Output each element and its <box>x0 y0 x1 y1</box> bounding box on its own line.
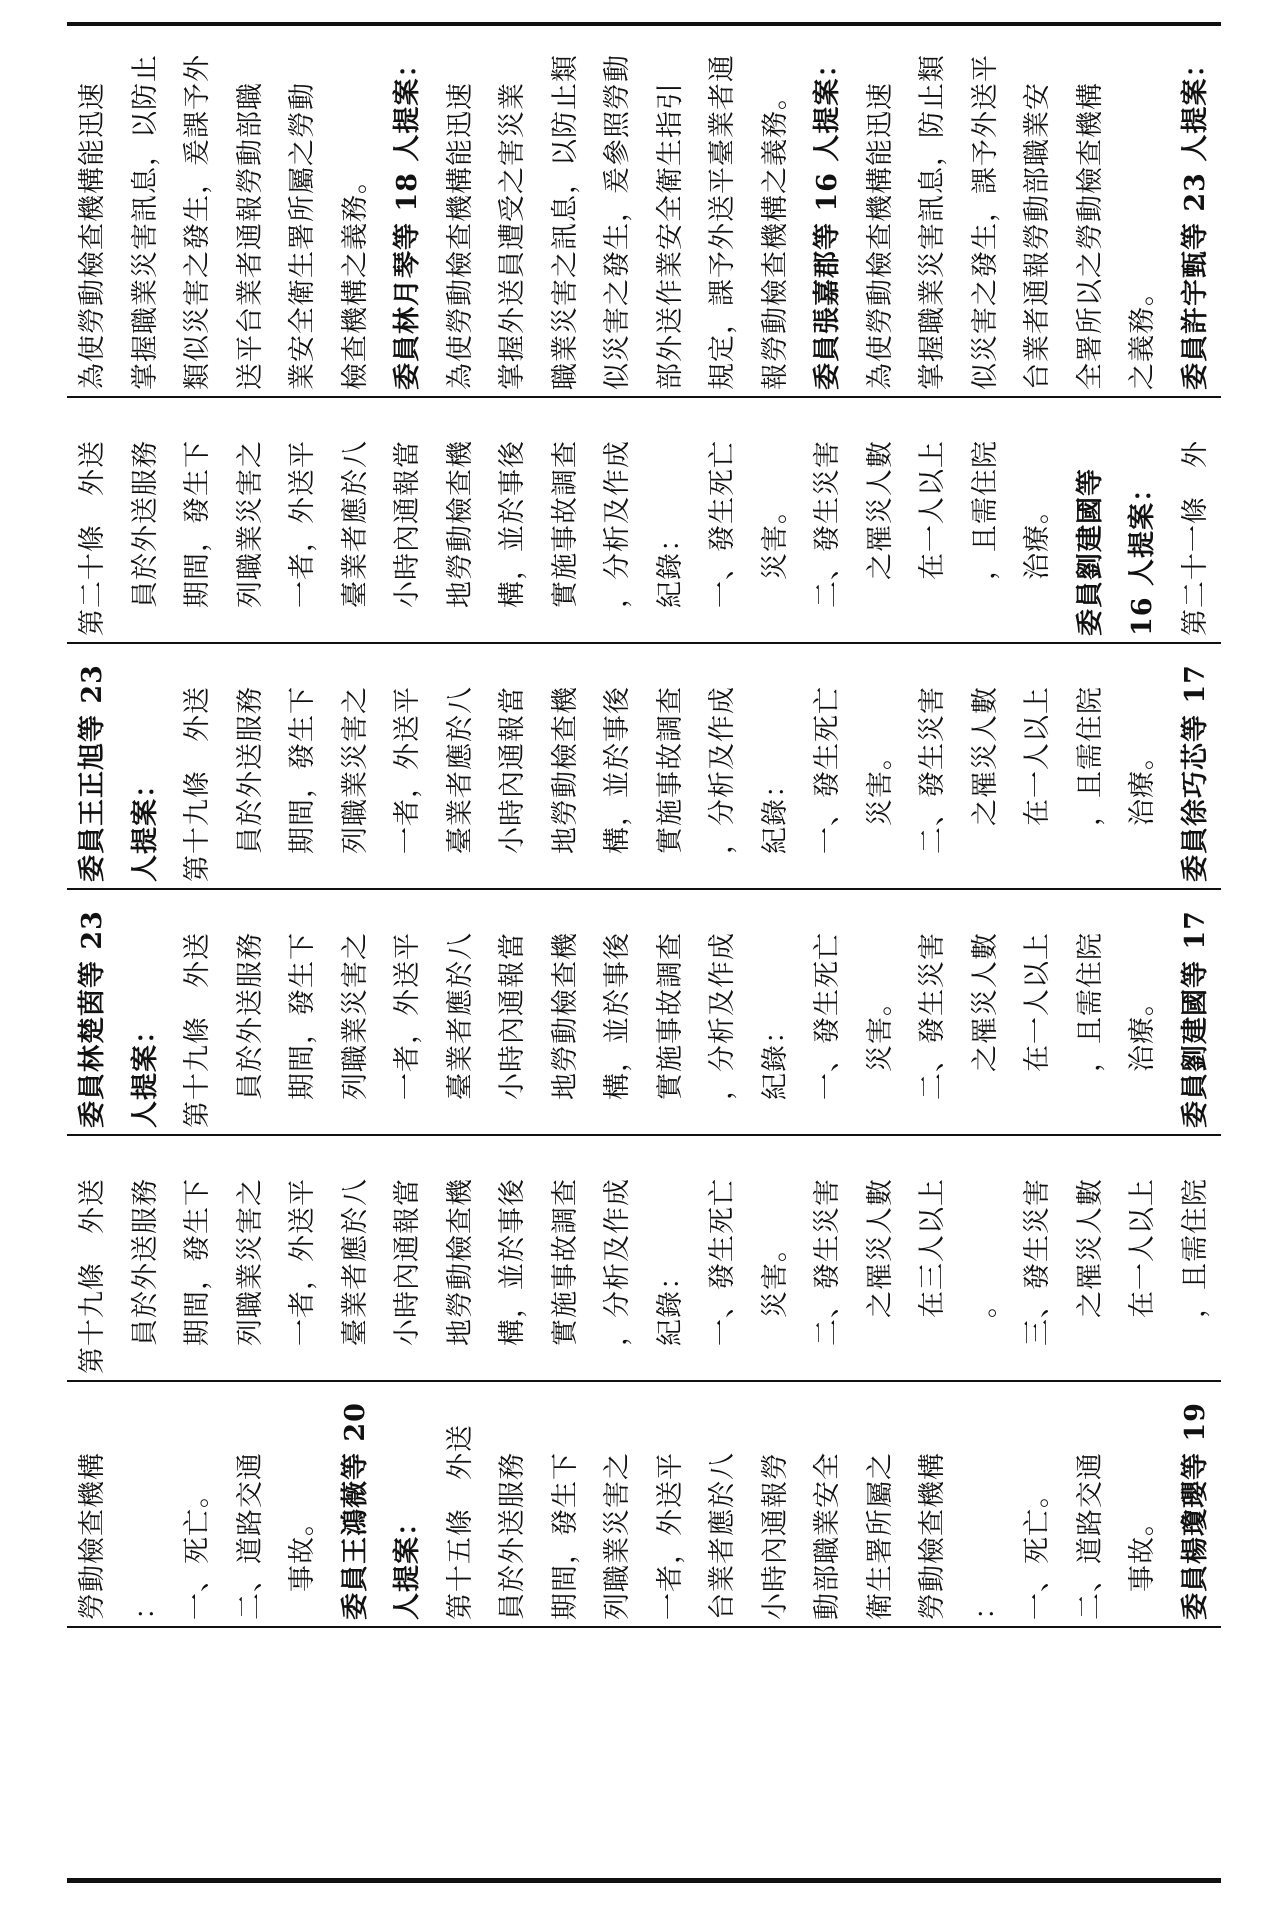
text-line: 檢查機構之義務。 <box>339 166 371 390</box>
text-line: 災害。 <box>759 1234 791 1374</box>
text-line: 掌握外送員遭受之害災業 <box>497 82 528 390</box>
text-line: 小時內通報當 <box>392 440 423 636</box>
text-line: 期間，發生下 <box>287 686 318 882</box>
text-line: 員於外送服務 <box>497 1452 528 1620</box>
text-line: 掌握職業災害訊息，防止類 <box>917 54 948 390</box>
text-line: 送平台業者通報勞動部職 <box>234 82 266 390</box>
text-line: 紀錄： <box>759 1016 791 1128</box>
text-line: 治療。 <box>1127 988 1158 1128</box>
proposer-heading: 委員林月琴等 18 人提案： <box>392 49 423 390</box>
text-line: 地勞動檢查機 <box>444 1178 476 1374</box>
text-line: 事故。 <box>1127 1508 1158 1620</box>
text-line: 地勞動檢查機 <box>549 686 581 882</box>
text-line: 期間，發生下 <box>287 932 318 1128</box>
text-line: ，且需住院 <box>1074 686 1106 882</box>
text-line: 列職業災害之 <box>234 440 266 636</box>
text-line: 第十九條 外送 <box>182 932 213 1128</box>
top-rule <box>67 22 1221 26</box>
proposer-heading: 委員楊瓊瓔等 19 <box>1179 1402 1211 1620</box>
text-line: 台業者通報勞動部職業安 <box>1022 82 1053 390</box>
text-line: 三、發生災害 <box>1022 1178 1053 1374</box>
text-line: 小時內通報當 <box>392 1178 423 1374</box>
text-line: 災害。 <box>864 988 896 1128</box>
text-line: 紀錄： <box>654 1262 686 1374</box>
text-line: 災害。 <box>864 742 896 882</box>
text-line: 類似災害之發生，爰課予外 <box>182 54 213 390</box>
text-line: 二、發生災害 <box>917 932 948 1128</box>
proposer-heading: 委員張嘉郡等 16 人提案： <box>812 49 843 390</box>
text-line: 在一人以上 <box>1022 932 1053 1128</box>
text-line: 實施事故調查 <box>654 686 686 882</box>
text-line: 為使勞動檢查機構能迅速 <box>77 82 108 390</box>
text-line: 為使勞動檢查機構能迅速 <box>864 82 896 390</box>
text-line: 二、發生災害 <box>812 1178 843 1374</box>
text-line: 部外送作業安全衛生指引 <box>654 82 686 390</box>
text-line: 之罹災人數 <box>969 932 1001 1128</box>
text-line: ，分析及作成 <box>602 1178 633 1374</box>
text-line: 實施事故調查 <box>549 440 581 636</box>
text-line: 小時內通報當 <box>497 686 528 882</box>
text-line: 一、發生死亡 <box>707 440 738 636</box>
text-line: 臺業者應於八 <box>444 686 476 882</box>
text-line: 衛生署所屬之 <box>864 1452 896 1620</box>
text-line: 小時內通報當 <box>497 932 528 1128</box>
text-line: 員於外送服務 <box>234 932 266 1128</box>
text-line: 臺業者應於八 <box>339 440 371 636</box>
proposer-heading: 委員劉建國等 17 <box>1179 910 1211 1128</box>
text-line: 第二十一條 外 <box>1179 440 1211 636</box>
text-line: 紀錄： <box>759 770 791 882</box>
text-line: 。 <box>969 1290 1001 1374</box>
proposer-heading: 委員劉建國等 <box>1074 468 1106 636</box>
text-line: 似災害之發生，課予外送平 <box>969 54 1001 390</box>
text-line: 在三人以上 <box>917 1178 948 1374</box>
text-line: 之罹災人數 <box>969 686 1001 882</box>
text-line: 治療。 <box>1127 742 1158 882</box>
text-line: ，分析及作成 <box>707 686 738 882</box>
text-line: 一、發生死亡 <box>812 686 843 882</box>
text-line: 之罹災人數 <box>864 1178 896 1374</box>
text-line: 臺業者應於八 <box>444 932 476 1128</box>
text-line: 地勞動檢查機 <box>444 440 476 636</box>
text-line: 台業者應於八 <box>707 1452 738 1620</box>
text-line: 員於外送服務 <box>234 686 266 882</box>
band-divider <box>67 1626 1221 1628</box>
text-line: 紀錄： <box>654 524 686 636</box>
proposer-heading: 人提案： <box>392 1508 423 1620</box>
proposer-heading: 委員林楚茵等 23 <box>77 910 108 1128</box>
text-line: ： <box>969 1592 1001 1620</box>
text-line: 掌握職業災害訊息，以防止 <box>129 54 161 390</box>
text-line: 業安全衛生署所屬之勞動 <box>287 82 318 390</box>
text-line: 列職業災害之 <box>339 932 371 1128</box>
text-line: 一、發生死亡 <box>707 1178 738 1374</box>
text-line: ： <box>129 1592 161 1620</box>
text-line: 在一人以上 <box>917 440 948 636</box>
text-line: 地勞動檢查機 <box>549 932 581 1128</box>
text-line: 勞動檢查機構 <box>917 1452 948 1620</box>
text-line: 一者，外送平 <box>654 1452 686 1620</box>
text-line: 期間，發生下 <box>549 1452 581 1620</box>
text-line: 一、死亡。 <box>1022 1480 1053 1620</box>
band-divider <box>67 396 1221 398</box>
text-line: 治療。 <box>1022 496 1053 636</box>
text-line: 構，並於事後 <box>497 440 528 636</box>
text-line: 二、發生災害 <box>917 686 948 882</box>
text-line: 實施事故調查 <box>549 1178 581 1374</box>
text-line: 在一人以上 <box>1022 686 1053 882</box>
text-line: 員於外送服務 <box>129 1178 161 1374</box>
text-line: 實施事故調查 <box>654 932 686 1128</box>
proposer-heading: 委員徐巧芯等 17 <box>1179 664 1211 882</box>
text-line: ，分析及作成 <box>707 932 738 1128</box>
band-divider <box>67 888 1221 890</box>
text-line: ，分析及作成 <box>602 440 633 636</box>
text-line: ，且需住院 <box>969 440 1001 636</box>
text-line: 之罹災人數 <box>864 440 896 636</box>
text-line: 一者，外送平 <box>287 440 318 636</box>
proposer-heading: 16 人提案： <box>1127 474 1158 636</box>
proposer-heading: 委員王鴻薇等 20 <box>339 1402 371 1620</box>
text-line: 第二十條 外送 <box>77 440 108 636</box>
bottom-rule <box>67 1878 1221 1883</box>
text-line: 構，並於事後 <box>497 1178 528 1374</box>
text-line: 第十九條 外送 <box>77 1178 108 1374</box>
proposer-heading: 委員王正旭等 23 <box>77 664 108 882</box>
text-line: 第十五條 外送 <box>444 1424 476 1620</box>
text-line: 列職業災害之 <box>602 1452 633 1620</box>
text-line: 規定，課予外送平臺業者通 <box>707 54 738 390</box>
text-line: 之罹災人數 <box>1074 1178 1106 1374</box>
band-divider <box>67 642 1221 644</box>
proposer-heading: 人提案： <box>129 770 161 882</box>
text-line: 災害。 <box>759 496 791 636</box>
text-line: 報勞動檢查機構之義務。 <box>759 82 791 390</box>
text-line: 二、發生災害 <box>812 440 843 636</box>
text-line: 第十九條 外送 <box>182 686 213 882</box>
text-line: 一者，外送平 <box>392 932 423 1128</box>
text-line: 二、道路交通 <box>1074 1452 1106 1620</box>
text-line: 全署所以之勞動檢查機構 <box>1074 82 1106 390</box>
band-divider <box>67 1380 1221 1382</box>
text-line: 期間，發生下 <box>182 440 213 636</box>
text-line: 小時內通報勞 <box>759 1452 791 1620</box>
text-line: 列職業災害之 <box>339 686 371 882</box>
text-line: 員於外送服務 <box>129 440 161 636</box>
text-line: 構，並於事後 <box>602 686 633 882</box>
text-line: ，且需住院 <box>1074 932 1106 1128</box>
band-divider <box>67 1134 1221 1136</box>
text-line: 期間，發生下 <box>182 1178 213 1374</box>
text-line: 一、發生死亡 <box>812 932 843 1128</box>
text-line: 一、死亡。 <box>182 1480 213 1620</box>
text-line: 在一人以上 <box>1127 1178 1158 1374</box>
text-line: 事故。 <box>287 1508 318 1620</box>
proposer-heading: 人提案： <box>129 1016 161 1128</box>
text-line: ，且需住院 <box>1179 1178 1211 1374</box>
proposer-heading: 委員許宇甄等 23 人提案： <box>1179 49 1211 390</box>
text-line: 一者，外送平 <box>392 686 423 882</box>
text-line: 似災害之發生，爰參照勞動 <box>602 54 633 390</box>
text-line: 臺業者應於八 <box>339 1178 371 1374</box>
text-line: 職業災害之訊息，以防止類 <box>549 54 581 390</box>
text-line: 為使勞動檢查機構能迅速 <box>444 82 476 390</box>
text-line: 之義務。 <box>1127 278 1158 390</box>
text-line: 一者，外送平 <box>287 1178 318 1374</box>
text-line: 列職業災害之 <box>234 1178 266 1374</box>
text-line: 動部職業安全 <box>812 1452 843 1620</box>
text-line: 二、道路交通 <box>234 1452 266 1620</box>
text-line: 構，並於事後 <box>602 932 633 1128</box>
text-line: 勞動檢查機構 <box>77 1452 108 1620</box>
